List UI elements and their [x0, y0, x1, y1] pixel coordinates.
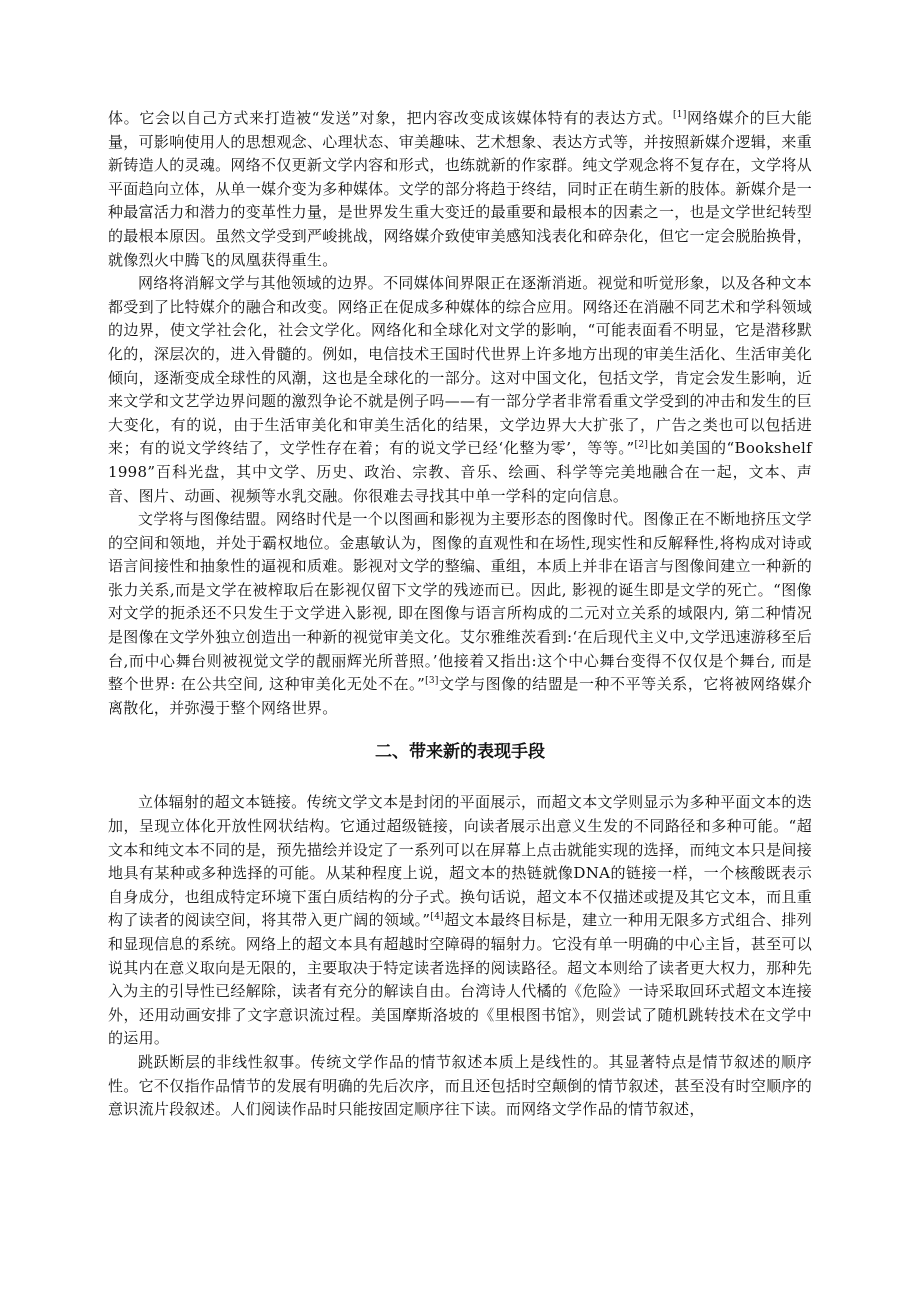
paragraph-text: 跳跃断层的非线性叙事。传统文学作品的情节叙述本质上是线性的。其显著特点是情节叙述的顺序性。它不仅指作品情节的发展有明确的先后次序，而且还包括时空颠倒的情节叙述，甚至没有时空顺序的意识流片段叙述。人们阅读作品时只能按固定顺序往下读。而网络文学作品的情节叙述， [108, 1052, 812, 1119]
paragraph-text: 文学与图像的结盟是一种不平等关系，它将被网络媒介离散化，并弥漫于整个网络世界。 [108, 675, 813, 717]
citation-ref-1: [1] [673, 110, 687, 120]
citation-ref-3: [3] [425, 676, 439, 687]
paragraph-text: 立体辐射的超文本链接。传统文学文本是封闭的平面展示，而超文本文学则显示为多种平面文本的迭加，呈现立体化开放性网状结构。它通过超级链接，向读者展示出意义生发的不同路径和多种可能。“超文本和纯文本不同的是，预先描绘并设定了一系列可以在屏幕上点击就能实现的选择，而纯文本只是间接地具有某种或多种选择的可能。从某种程度上说，超文本的热链就像DNA的链接一样，一个核酸既表示自身成分，也组成特定环境下蛋白质结构的分子式。换句话说，超文本不仅描述或提及其它文本，而且重构了读者的阅读空间，将其带入更广阔的领域。” [108, 793, 812, 930]
paragraph-nonlinear-narrative [108, 1051, 812, 1122]
paragraph-text: 超文本最终目标是，建立一种用无限多方式组合、排列和显现信息的系统。网络上的超文本具有超越时空障碍的辐射力。它没有单一明确的中心主旨，甚至可以说其内在意义取向是无限的，主要取决于特定读者选择的阅读路径。超文本则给了读者更大权力，那种先入为主的引导性已经解除，读者有充分的解读自由。台湾诗人代橘的《危险》一诗采取回环式超文本连接外，还用动画安排了文字意识流过程。美国摩斯洛坡的《里根图书馆》，则尝试了随机跳转技术在文学中的运用。 [108, 911, 812, 1048]
paragraph-text: 网络媒介的巨大能量，可影响使用人的思想观念、心理状态、审美趣味、艺术想象、表达方式等，并按照新媒介逻辑，来重新铸造人的灵魂。网络不仅更新文学内容和形式，也练就新的作家群。纯文学观念将不复存在，文学将从平面趋向立体，从单一媒介变为多种媒体。文学的部分将趋于终结，同时正在萌生新的肢体。新媒介是一种最富活力和潜力的变革性力量，是世界发生重大变迁的最重要和最根本的因素之一，也是文学世纪转型的最根本原因。虽然文学受到严峻挑战，网络媒介致使审美感知浅表化和碎杂化，但它一定会脱胎换骨，就像烈火中腾飞的凤凰获得重生。 [108, 109, 812, 269]
paragraph-boundary-dissolution [108, 272, 812, 508]
paragraph-hypertext-links [108, 791, 812, 1051]
paragraph-image-alliance [108, 508, 812, 720]
paragraph-text: 体。它会以自己方式来打造被“发送”对象，把内容改变成该媒体特有的表达方式。 [108, 109, 673, 127]
paragraph-text: 文学将与图像结盟。网络时代是一个以图画和影视为主要形态的图像时代。图像正在不断地挤压文学的空间和领地，并处于霸权地位。金惠敏认为，图像的直观性和在场性,现实性和反解释性,将构成对诗或语言间接性和抽象性的逼视和质难。影视对文学的整编、重组，本质上并非在语言与图像间建立一种新的张力关系,而是文学在被榨取后在影视仅留下文学的残迹而已。因此, 影视的诞生即是文学的死亡。“图像对文学的扼杀还不只发生于文学进入影视, 即在图像与语言所构成的二元对立关系的域限内, 第二种情况是图像在文学外独立创造出一种新的视觉审美文化。艾尔雅维茨看到:‘在后现代主义中,文学迅速游移至后台,而中心舞台则被视觉文学的靓丽辉光所普照。’他接着又指出:这个中心舞台变得不仅仅是个舞台, 而是整个世界: 在公共空间, 这种审美化无处不在。” [108, 510, 812, 694]
citation-ref-4: [4] [430, 912, 445, 923]
citation-ref-2: [2] [634, 440, 649, 451]
paragraph-text: 比如美国的“Bookshelf 1998”百科光盘，其中文学、历史、政治、宗教、音乐、绘画、科学等完美地融合在一起，文本、声音、图片、动画、视频等水乳交融。你很难去寻找其中单一学科的定向信息。 [108, 439, 812, 505]
paragraph-text: 网络将消解文学与其他领域的边界。不同媒体间界限正在逐渐消逝。视觉和听觉形象，以及各种文本都受到了比特媒介的融合和改变。网络正在促成多种媒体的综合应用。网络还在消融不同艺术和学科领域的边界，使文学社会化，社会文学化。网络化和全球化对文学的影响，“可能表面看不明显，它是潜移默化的，深层次的，进入骨髓的。例如，电信技术王国时代世界上许多地方出现的审美生活化、生活审美化倾向，逐渐变成全球性的风潮，这也是全球化的一部分。这对中国文化，包括文学，肯定会发生影响，近来文学和文艺学边界问题的激烈争论不就是例子吗——有一部分学者非常看重文学受到的冲击和发生的巨大变化，有的说，由于生活审美化和审美生活化的结果，文学边界大大扩张了，广告之类也可以包括进来；有的说文学终结了，文学性存在着；有的说文学已经‘化整为零’，等等。” [108, 274, 812, 458]
paragraph-media-transformation [108, 107, 812, 272]
section-heading: 二、带来新的表现手段 [375, 742, 545, 763]
